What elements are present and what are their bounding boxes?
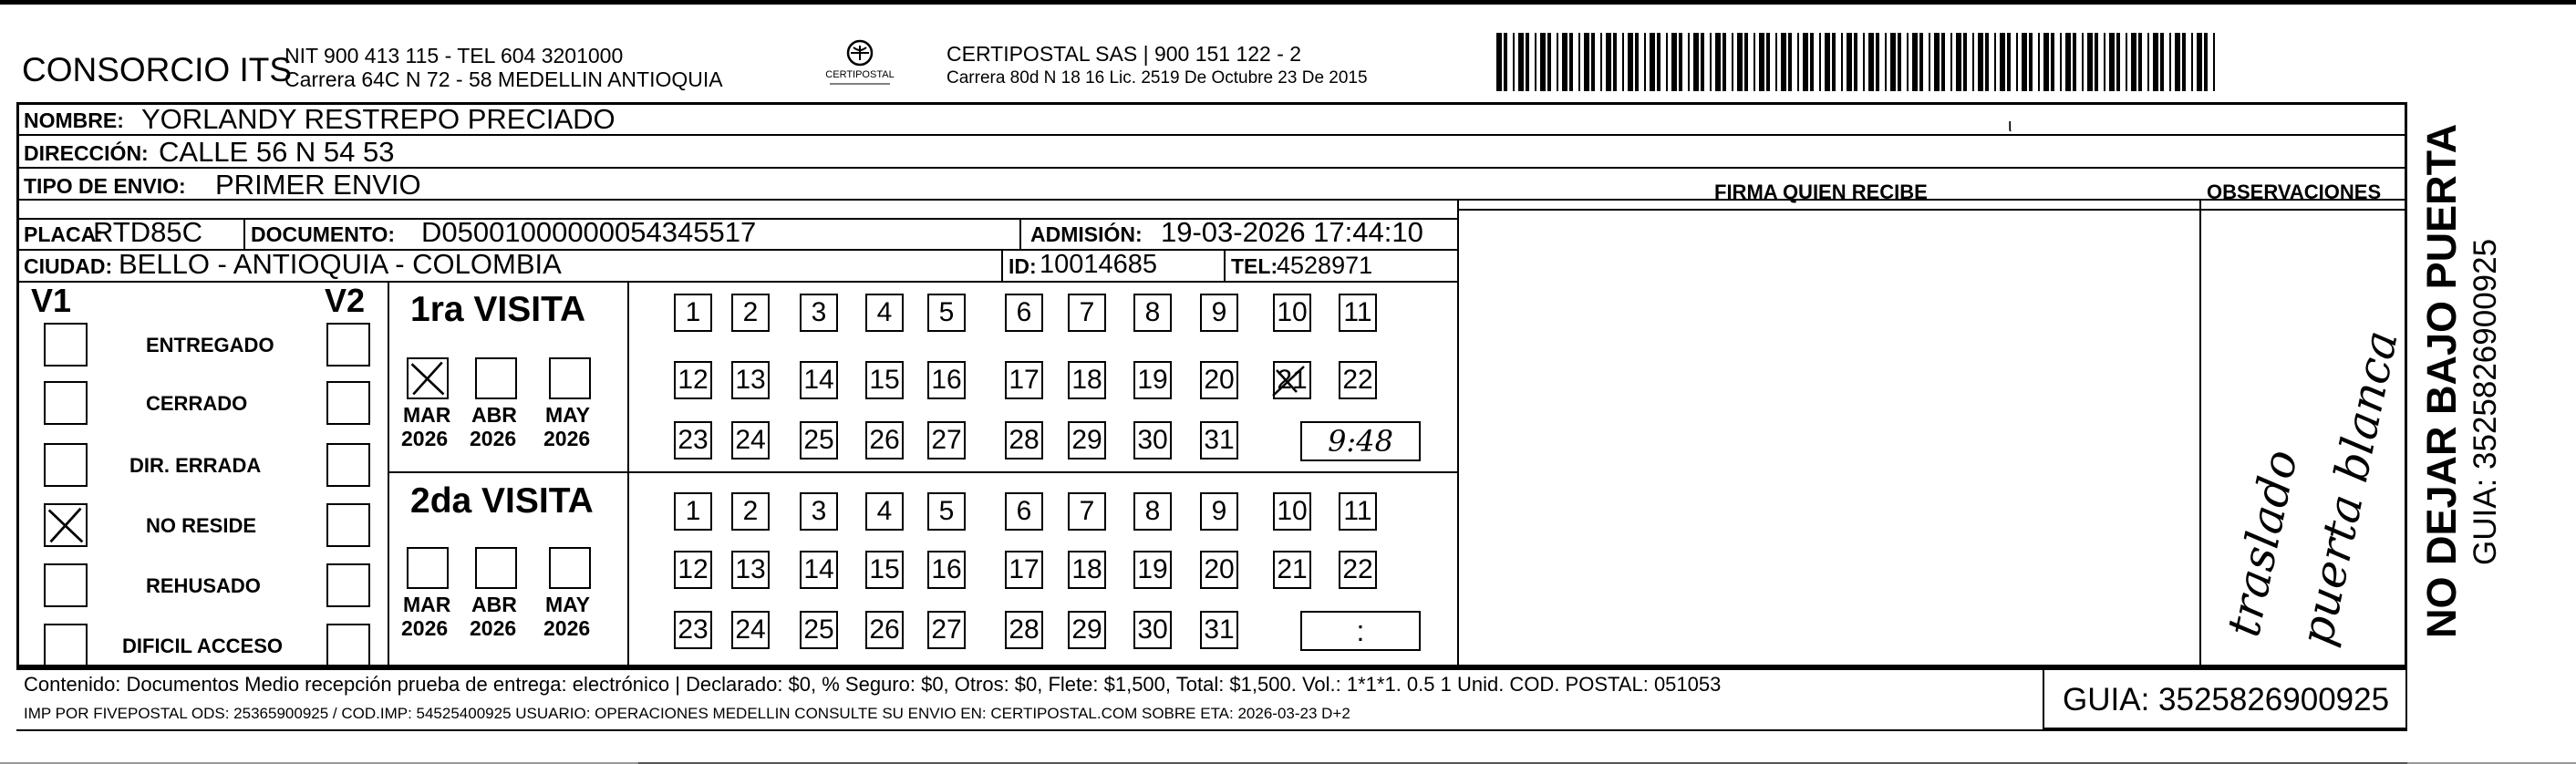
company-nit: NIT 900 413 115 - TEL 604 3201000 [284, 44, 624, 67]
barcode-bar [1657, 33, 1660, 91]
day-box[interactable]: 9 [1200, 492, 1238, 531]
barcode-bar [1671, 33, 1677, 91]
barcode-bar [2073, 33, 2076, 91]
barcode-bar [1496, 33, 1502, 91]
id-value: 10014685 [1040, 250, 1158, 279]
admision-label: ADMISIÓN: [1030, 222, 1143, 246]
day-box[interactable]: 17 [1005, 551, 1043, 589]
month-checkbox[interactable] [549, 357, 591, 399]
day-box[interactable]: 28 [1005, 421, 1043, 459]
day-box[interactable]: 30 [1133, 611, 1172, 649]
day-box[interactable]: 12 [674, 361, 712, 399]
barcode-bar [1754, 33, 1755, 91]
day-box[interactable]: 17 [1005, 361, 1043, 399]
barcode-bar [1832, 33, 1836, 91]
month-checkbox[interactable] [407, 547, 449, 589]
month-label: MAR [403, 403, 451, 427]
day-box[interactable]: 9 [1200, 294, 1238, 332]
barcode-bar [2065, 33, 2071, 91]
barcode-bar [2191, 33, 2193, 91]
day-box[interactable]: 29 [1068, 421, 1106, 459]
day-box[interactable]: 26 [865, 611, 904, 649]
barcode-bar [1628, 33, 1633, 91]
barcode-bar [2095, 33, 2098, 91]
day-box[interactable]: 27 [927, 611, 966, 649]
barcode-bar [1890, 33, 1896, 91]
v1-checkbox[interactable] [44, 323, 88, 367]
day-box[interactable]: 24 [731, 421, 770, 459]
cell-divider [1019, 218, 1021, 249]
day-box[interactable]: 30 [1133, 421, 1172, 459]
month-label: MAR [403, 593, 451, 616]
v2-checkbox[interactable] [326, 563, 370, 607]
day-box[interactable]: 8 [1133, 492, 1172, 531]
barcode-bar [1934, 33, 1940, 91]
v1-checkbox[interactable] [44, 503, 88, 547]
day-box[interactable]: 25 [800, 421, 838, 459]
barcode-bar [1912, 33, 1918, 91]
barcode-bar [2116, 33, 2120, 91]
day-box[interactable]: 19 [1133, 361, 1172, 399]
status-label: DIR. ERRADA [129, 454, 262, 477]
barcode-bar [1854, 33, 1857, 91]
barcode-bar [2175, 33, 2180, 91]
handwritten-note-1: traslado [2217, 445, 2308, 642]
barcode-bar [1569, 33, 1573, 91]
year-label: 2026 [470, 616, 517, 640]
day-box[interactable]: 4 [865, 492, 904, 531]
barcode-bar [2138, 33, 2142, 91]
barcode-bar [1557, 33, 1558, 91]
v1-checkbox[interactable] [44, 563, 88, 607]
barcode-bar [2043, 33, 2049, 91]
barcode-bar [1562, 33, 1567, 91]
day-box[interactable]: 14 [800, 551, 838, 589]
barcode-bar [2087, 33, 2093, 91]
barcode-bar [1841, 33, 1843, 91]
barcode-bar [1994, 33, 1996, 91]
month-checkbox[interactable] [407, 357, 449, 399]
day-box[interactable]: 6 [1005, 492, 1043, 531]
year-label: 2026 [470, 427, 517, 450]
status-label: DIFICIL ACCESO [122, 635, 284, 657]
day-box[interactable]: 4 [865, 294, 904, 332]
year-label: 2026 [543, 616, 591, 640]
day-box[interactable]: 31 [1200, 611, 1238, 649]
barcode-bar [1898, 33, 1901, 91]
visit-divider [388, 471, 1457, 473]
col-divider [2199, 199, 2201, 667]
barcode-bar [1737, 33, 1743, 91]
barcode-bar [1701, 33, 1704, 91]
day-box[interactable]: 11 [1339, 492, 1377, 531]
logo-text: CERTIPOSTAL [825, 69, 895, 80]
barcode-bar [1732, 33, 1733, 91]
day-box[interactable]: 16 [927, 361, 966, 399]
documento-label: DOCUMENTO: [251, 222, 396, 246]
barcode-bar [2182, 33, 2186, 91]
barcode-bar [1766, 33, 1770, 91]
company-address: Carrera 64C N 72 - 58 MEDELLIN ANTIOQUIA [284, 67, 723, 91]
side-instruction: NO DEJAR BAJO PUERTA [2418, 123, 2465, 638]
day-box[interactable]: 28 [1005, 611, 1043, 649]
year-label: 2026 [543, 427, 591, 450]
day-box[interactable]: 2 [731, 492, 770, 531]
day-box[interactable]: 10 [1273, 492, 1311, 531]
day-box[interactable]: 16 [927, 551, 966, 589]
day-box[interactable]: 7 [1068, 492, 1106, 531]
barcode-bar [2022, 33, 2027, 91]
direccion-value: CALLE 56 N 54 53 [159, 136, 395, 168]
barcode-bar [2082, 33, 2084, 91]
barcode-bar [1635, 33, 1639, 91]
barcode-bar [1723, 33, 1726, 91]
stray-mark: ι [2008, 116, 2012, 136]
documento-value: D05001000000054345517 [421, 216, 757, 248]
cell-divider [1001, 249, 1003, 281]
day-box[interactable]: 1 [674, 492, 712, 531]
barcode-icon [1496, 33, 2226, 91]
barcode-bar [2153, 33, 2158, 91]
barcode-bar [2060, 33, 2062, 91]
barcode-bar [1929, 33, 1930, 91]
day-box[interactable]: 20 [1200, 361, 1238, 399]
placa-value: RTD85C [93, 216, 203, 248]
v2-header: V2 [325, 282, 366, 319]
month-checkbox[interactable] [549, 547, 591, 589]
day-box[interactable]: 14 [800, 361, 838, 399]
barcode-bar [1819, 33, 1821, 91]
month-label: MAY [545, 403, 590, 427]
day-box[interactable]: 22 [1339, 361, 1377, 399]
day-box[interactable]: 1 [674, 294, 712, 332]
month-label: ABR [471, 403, 517, 427]
barcode-bar [2169, 33, 2171, 91]
day-box[interactable]: 12 [674, 551, 712, 589]
barcode-bar [1941, 33, 1945, 91]
time-box[interactable]: : [1300, 611, 1421, 651]
day-box[interactable]: 13 [731, 551, 770, 589]
barcode-bar [1759, 33, 1764, 91]
cell-divider [1224, 249, 1226, 281]
barcode-bar [1825, 33, 1830, 91]
barcode-bar [1513, 33, 1515, 91]
firma-header: FIRMA QUIEN RECIBE [1714, 181, 1928, 203]
barcode-bar [2007, 33, 2011, 91]
day-box[interactable]: 2 [731, 294, 770, 332]
barcode-bar [2038, 33, 2040, 91]
day-box[interactable]: 22 [1339, 551, 1377, 589]
barcode-bar [1504, 33, 1507, 91]
day-box[interactable]: 8 [1133, 294, 1172, 332]
v1-header: V1 [31, 282, 72, 319]
v2-checkbox[interactable] [326, 443, 370, 487]
day-box[interactable]: 31 [1200, 421, 1238, 459]
second-visit-title: 2da VISITA [410, 481, 594, 521]
barcode-bar [1985, 33, 1989, 91]
barcode-bar [2000, 33, 2005, 91]
day-box[interactable]: 5 [927, 294, 966, 332]
barcode-bar [1584, 33, 1589, 91]
nombre-value: YORLANDY RESTREPO PRECIADO [141, 103, 616, 135]
barcode-bar [1679, 33, 1682, 91]
barcode-bar [1591, 33, 1595, 91]
barcode-bar [1868, 33, 1874, 91]
barcode-bar [1788, 33, 1792, 91]
day-box[interactable]: 29 [1068, 611, 1106, 649]
direccion-label: DIRECCIÓN: [24, 141, 149, 165]
side-guia: GUIA: 3525826900925 [2467, 238, 2503, 565]
footer-guia: GUIA: 3525826900925 [2063, 682, 2390, 718]
barcode-bar [2204, 33, 2208, 91]
barcode-bar [1972, 33, 1974, 91]
barcode-bar [1876, 33, 1879, 91]
barcode-bar [2213, 33, 2215, 91]
barcode-bar [1907, 33, 1909, 91]
nombre-label: NOMBRE: [24, 108, 124, 132]
row-divider [16, 281, 1457, 283]
barcode-bar [1644, 33, 1646, 91]
placa-label: PLACA: [24, 222, 103, 246]
barcode-bar [1781, 33, 1786, 91]
observaciones-handwriting [2202, 212, 2407, 667]
barcode-bar [1775, 33, 1777, 91]
barcode-bar [1803, 33, 1808, 91]
barcode-bar [2029, 33, 2033, 91]
barcode-bar [1666, 33, 1668, 91]
barcode-bar [1547, 33, 1551, 91]
day-box[interactable]: 23 [674, 421, 712, 459]
barcode-bar [1600, 33, 1602, 91]
barcode-bar [2131, 33, 2136, 91]
year-label: 2026 [401, 616, 449, 640]
handwritten-note-2: puerta blanca [2290, 325, 2408, 651]
v1-checkbox[interactable] [44, 381, 88, 425]
barcode-bar [1919, 33, 1923, 91]
day-box[interactable]: 10 [1273, 294, 1311, 332]
barcode-bar [2104, 33, 2105, 91]
id-label: ID: [1009, 254, 1037, 278]
barcode-bar [1978, 33, 1983, 91]
scan-top-edge [0, 0, 2576, 5]
month-checkbox[interactable] [475, 547, 517, 589]
barcode-bar [1688, 33, 1690, 91]
barcode-bar [1810, 33, 1814, 91]
day-box[interactable]: 5 [927, 492, 966, 531]
day-box[interactable]: 26 [865, 421, 904, 459]
status-label: ENTREGADO [146, 334, 274, 356]
barcode-bar [1526, 33, 1529, 91]
barcode-bar [1606, 33, 1611, 91]
day-box[interactable]: 7 [1068, 294, 1106, 332]
row-divider [1459, 209, 2407, 211]
certipostal-address: Carrera 80d N 18 16 Lic. 2519 De Octubre 23 De 2015 [947, 68, 1368, 88]
v2-checkbox[interactable] [326, 624, 370, 667]
month-label: ABR [471, 593, 517, 616]
barcode-bar [2147, 33, 2149, 91]
tel-value: 4528971 [1277, 252, 1373, 279]
barcode-bar [1863, 33, 1865, 91]
barcode-bar [2126, 33, 2127, 91]
barcode-bar [1710, 33, 1712, 91]
barcode-bar [1885, 33, 1887, 91]
footer-contenido: Contenido: Documentos Medio recepción prueba de entrega: electrónico | Declarado: $0, % Seguro: $0, Otros: $0, Flete: $1,500, Total: $1,500. Vol.: 1*1*1. 0.5 1 Unid. COD. POSTAL: 051053 [24, 673, 1722, 696]
col-divider [1457, 199, 1459, 667]
barcode-bar [2197, 33, 2202, 91]
month-label: MAY [545, 593, 590, 616]
v1-checkbox[interactable] [44, 624, 88, 667]
barcode-bar [1578, 33, 1580, 91]
day-box[interactable]: 21 [1273, 361, 1311, 399]
barcode-bar [1650, 33, 1655, 91]
barcode-bar [1535, 33, 1536, 91]
day-box[interactable]: 13 [731, 361, 770, 399]
observaciones-header: OBSERVACIONES [2207, 181, 2382, 203]
day-box[interactable]: 21 [1273, 551, 1311, 589]
section-divider [627, 281, 629, 667]
barcode-bar [1540, 33, 1546, 91]
company-name: CONSORCIO ITS [22, 51, 293, 88]
v1-checkbox[interactable] [44, 443, 88, 487]
barcode-bar [1950, 33, 1952, 91]
day-box[interactable]: 24 [731, 611, 770, 649]
barcode-bar [1715, 33, 1721, 91]
barcode-bar [2016, 33, 2018, 91]
day-box[interactable]: 20 [1200, 551, 1238, 589]
tipo-envio-value: PRIMER ENVIO [215, 169, 421, 201]
day-box[interactable]: 11 [1339, 294, 1377, 332]
day-box[interactable]: 23 [674, 611, 712, 649]
admision-value: 19-03-2026 17:44:10 [1161, 216, 1423, 248]
day-box[interactable]: 25 [800, 611, 838, 649]
day-box[interactable]: 3 [800, 492, 838, 531]
barcode-bar [2051, 33, 2054, 91]
footer-bottom-line [16, 729, 2407, 731]
status-label: CERRADO [146, 392, 248, 415]
barcode-bar [1963, 33, 1967, 91]
status-label: REHUSADO [146, 574, 261, 597]
tipo-envio-label: TIPO DE ENVIO: [24, 174, 186, 198]
day-box[interactable]: 6 [1005, 294, 1043, 332]
day-box[interactable]: 19 [1133, 551, 1172, 589]
v2-checkbox[interactable] [326, 381, 370, 425]
barcode-bar [1847, 33, 1852, 91]
certipostal-nit: CERTIPOSTAL SAS | 900 151 122 - 2 [947, 42, 1302, 66]
day-box[interactable]: 15 [865, 361, 904, 399]
barcode-bar [1622, 33, 1624, 91]
cell-divider [243, 218, 245, 249]
barcode-bar [1956, 33, 1961, 91]
first-visit-title: 1ra VISITA [410, 290, 586, 329]
day-box[interactable]: 15 [865, 551, 904, 589]
ciudad-label: CIUDAD: [24, 254, 113, 278]
barcode-bar [1744, 33, 1748, 91]
day-box[interactable]: 18 [1068, 361, 1106, 399]
barcode-bar [1613, 33, 1617, 91]
day-box[interactable]: 3 [800, 294, 838, 332]
barcode-bar [1797, 33, 1799, 91]
v2-checkbox[interactable] [326, 503, 370, 547]
year-label: 2026 [401, 427, 449, 450]
day-box[interactable]: 18 [1068, 551, 1106, 589]
v2-checkbox[interactable] [326, 323, 370, 367]
tel-label: TEL: [1231, 254, 1278, 278]
section-divider [388, 281, 389, 667]
footer-imp: IMP POR FIVEPOSTAL ODS: 25365900925 / COD.IMP: 54525400925 USUARIO: OPERACIONES MEDELLIN CONSULTE SU ENVIO EN: CERTIPOSTAL.COM SOBRE ETA: 2026-03-23 D+2 [24, 705, 1350, 722]
status-label: NO RESIDE [146, 514, 257, 537]
time-box[interactable]: 9:48 [1300, 421, 1421, 461]
barcode-bar [1693, 33, 1699, 91]
barcode-bar [2109, 33, 2115, 91]
barcode-bar [2160, 33, 2164, 91]
day-box[interactable]: 27 [927, 421, 966, 459]
certipostal-logo-icon [810, 38, 910, 91]
barcode-bar [1518, 33, 1524, 91]
ciudad-value: BELLO - ANTIOQUIA - COLOMBIA [119, 248, 562, 280]
month-checkbox[interactable] [475, 357, 517, 399]
